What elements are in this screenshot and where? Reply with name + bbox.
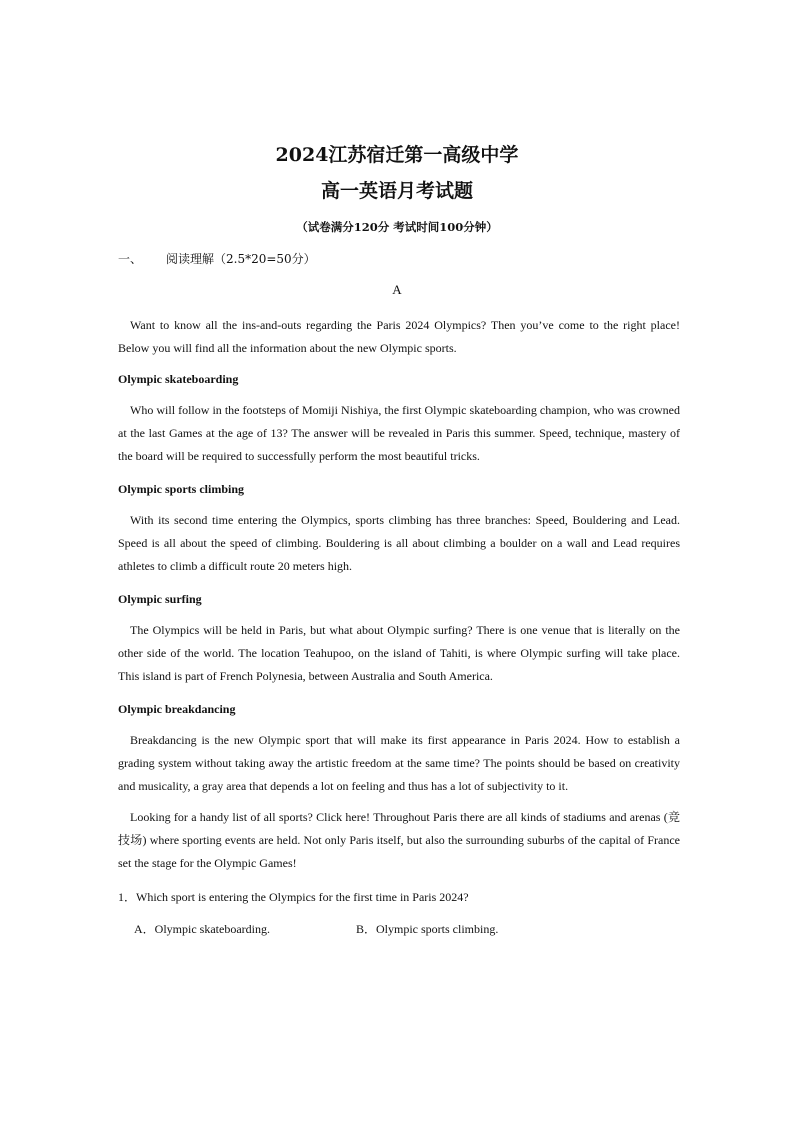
passage-label: A bbox=[392, 282, 402, 297]
exam-subtitle: （试卷满分120分 考试时间100分钟） bbox=[296, 220, 498, 234]
passage-intro: Want to know all the ins-and-outs regarding the Paris 2024 Olympics? Then you’ve come to the right place! Below you will find all the information about the new Olympic sports. bbox=[118, 318, 680, 355]
sport-heading-surfing: Olympic surfing bbox=[118, 592, 202, 606]
section-title: 阅读理解（2.5*20=50分） bbox=[166, 252, 316, 266]
exam-subject-title: 高一英语月考试题 bbox=[320, 180, 473, 202]
sport-heading-climbing: Olympic sports climbing bbox=[118, 482, 245, 496]
section-heading bbox=[118, 250, 316, 267]
sport-text-breakdancing: Breakdancing is the new Olympic sport that will make its first appearance in Paris 2024. How to establish a grading system without taking away the artistic freedom at the same time? The points should be based on creativity and musicality, a gray area that depends a lot on feeling and thus has a lot of subjectivity to it. bbox=[118, 733, 680, 793]
passage-closing: Looking for a handy list of all sports? Click here! Throughout Paris there are all kinds of stadiums and arenas (竞技场) where sporting events are held. Not only Paris itself, but also the surrounding suburbs of the capital of France set the stage for the Olympic Games! bbox=[118, 810, 680, 870]
sport-heading-skateboarding: Olympic skateboarding bbox=[118, 372, 239, 386]
question-stem: 1．Which sport is entering the Olympics for the first time in Paris 2024? bbox=[118, 890, 469, 904]
sport-text-surfing: The Olympics will be held in Paris, but what about Olympic surfing? There is one venue that is literally on the other side of the world. The location Teahupoo, on the island of Tahiti, is where Olympic surfing will take place. This island is part of French Polynesia, between Australia and South America. bbox=[118, 623, 680, 683]
sport-text-climbing: With its second time entering the Olympics, sports climbing has three branches: Speed, Bouldering and Lead. Speed is all about the speed of climbing. Bouldering is all about climbing a boulder on a wall and Lead requires athletes to climb a difficult route 20 meters high. bbox=[118, 513, 680, 573]
sport-heading-breakdancing: Olympic breakdancing bbox=[118, 702, 236, 716]
question-option-b: B．Olympic sports climbing. bbox=[356, 922, 499, 936]
sport-text-skateboarding: Who will follow in the footsteps of Momiji Nishiya, the first Olympic skateboarding champion, who was crowned at the last Games at the age of 13? The answer will be revealed in Paris this summer. Speed, technique, mastery of the board will be required to successfully perform the most beautiful tricks. bbox=[118, 403, 680, 463]
exam-school-title: 2024江苏宿迁第一高级中学 bbox=[275, 144, 519, 166]
section-number: 一、 bbox=[118, 252, 143, 266]
question-option-a: A．Olympic skateboarding. bbox=[134, 922, 270, 936]
